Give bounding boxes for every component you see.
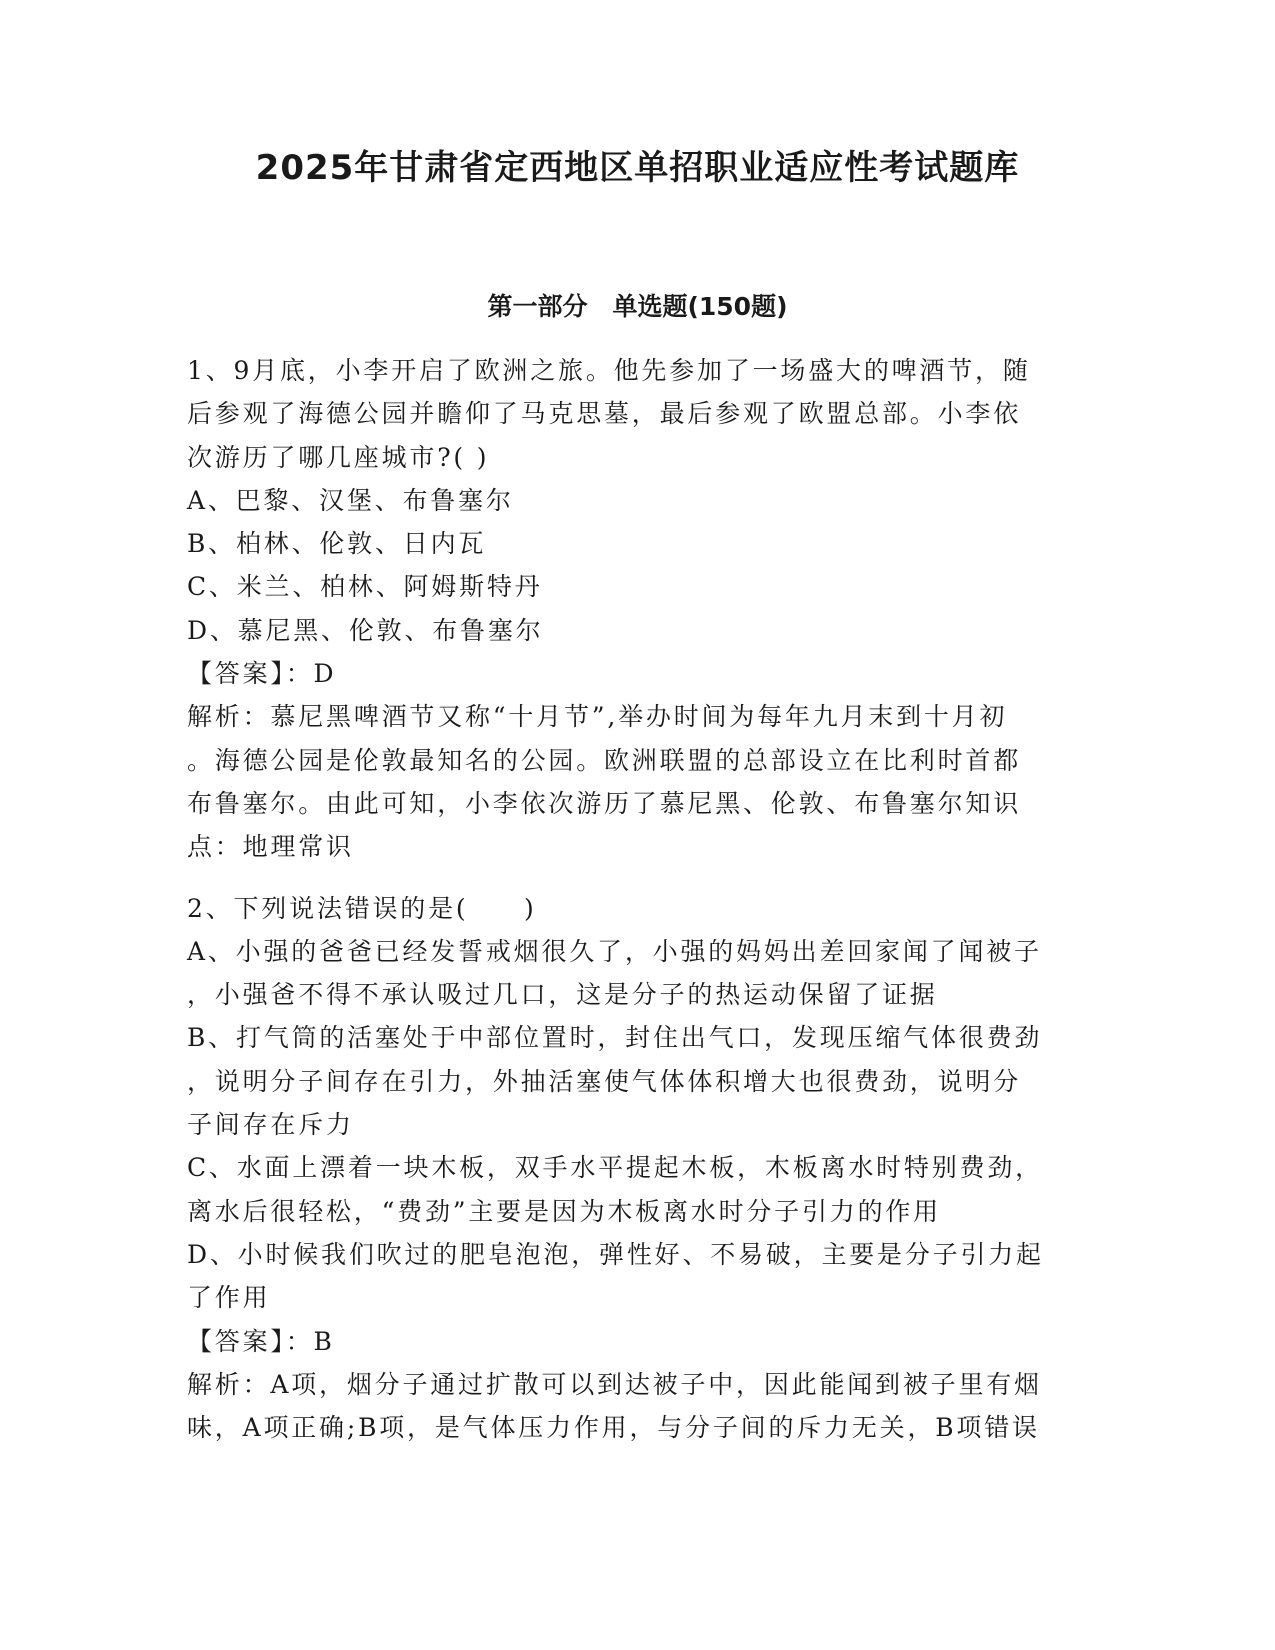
question-stem-line: 2、下列说法错误的是( ) (187, 893, 537, 923)
analysis-line: 解析：慕尼黑啤酒节又称“十月节”,举办时间为每年九月末到十月初 (187, 702, 1008, 732)
analysis-line: 布鲁塞尔。由此可知，小李依次游历了慕尼黑、伦敦、布鲁塞尔知识 (187, 788, 1022, 818)
option-d-continued: 了作用 (187, 1283, 271, 1313)
option-d: D、小时候我们吹过的肥皂泡泡，弹性好、不易破，主要是分子引力起 (187, 1239, 1044, 1269)
option-a: A、小强的爸爸已经发誓戒烟很久了，小强的妈妈出差回家闻了闻被子 (187, 936, 1042, 966)
option-b: B、柏林、伦敦、日内瓦 (187, 529, 487, 559)
option-d: D、慕尼黑、伦敦、布鲁塞尔 (187, 615, 544, 645)
section-title: 第一部分 单选题(150题) (487, 292, 788, 321)
answer-line: 【答案】：D (187, 659, 337, 689)
question-list (187, 349, 1087, 1449)
option-c-continued: 离水后很轻松，“费劲”主要是因为木板离水时分子引力的作用 (187, 1196, 941, 1226)
question-stem-line: 1、9月底，小李开启了欧洲之旅。他先参加了一场盛大的啤酒节，随 (187, 356, 1031, 385)
option-c: C、水面上漂着一块木板，双手水平提起木板，木板离水时特别费劲， (187, 1153, 1043, 1183)
question-stem-line: 次游历了哪几座城市?( ) (187, 442, 490, 472)
option-a: A、巴黎、汉堡、布鲁塞尔 (187, 485, 514, 515)
question-2 (187, 887, 1087, 1450)
analysis-line: 解析：A项，烟分子通过扩散可以到达被子中，因此能闻到被子里有烟 (187, 1369, 1042, 1399)
answer-line: 【答案】：B (187, 1326, 335, 1356)
option-b: B、打气筒的活塞处于中部位置时，封住出气口，发现压缩气体很费劲 (187, 1023, 1043, 1053)
analysis-line: 。海德公园是伦敦最知名的公园。欧洲联盟的总部设立在比利时首都 (187, 745, 1022, 775)
option-a-continued: ，小强爸不得不承认吸过几口，这是分子的热运动保留了证据 (187, 980, 938, 1010)
analysis-line: 点：地理常识 (187, 832, 354, 862)
question-1 (187, 349, 1087, 869)
option-c: C、米兰、柏林、阿姆斯特丹 (187, 572, 543, 602)
question-stem-line: 后参观了海德公园并瞻仰了马克思墓，最后参观了欧盟总部。小李依 (187, 399, 1022, 429)
option-b-continued: ，说明分子间存在引力，外抽活塞使气体体积增大也很费劲，说明分 (187, 1066, 1022, 1096)
option-b-continued: 子间存在斥力 (187, 1110, 354, 1140)
question-spacer (187, 869, 1087, 887)
document-title: 2025年甘肃省定西地区单招职业适应性考试题库 (255, 148, 1020, 188)
analysis-line: 味，A项正确;B项，是气体压力作用，与分子间的斥力无关，B项错误 (187, 1413, 1040, 1443)
